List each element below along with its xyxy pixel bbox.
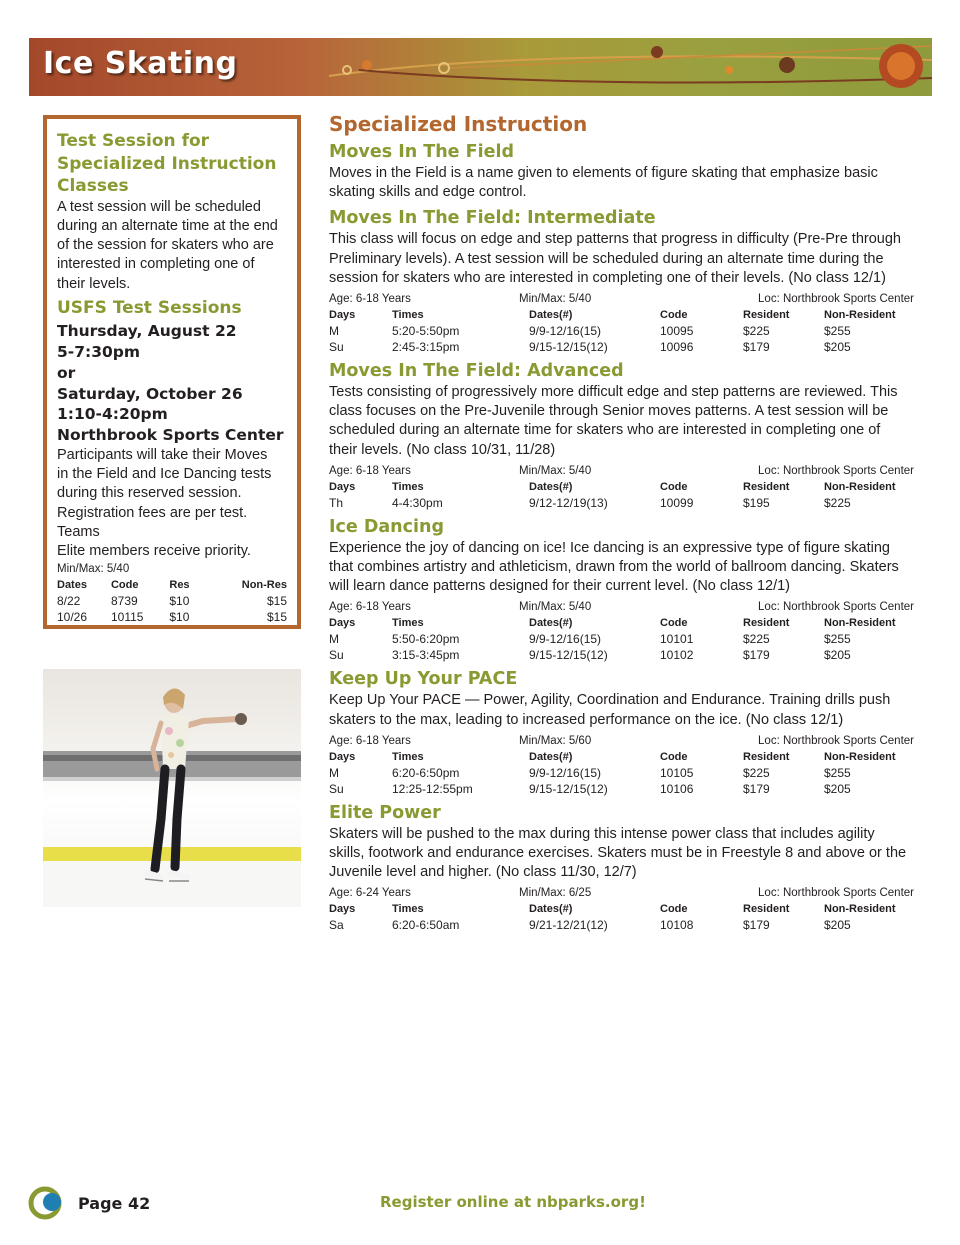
table-header-row	[329, 479, 914, 495]
col-times: Times	[392, 903, 424, 916]
desc-line: Experience the joy of dancing on ice! Ice dancing is an expressive type of figure skating	[329, 539, 890, 556]
col-days: Days	[329, 750, 356, 763]
age-range: Age: 6-18 Years	[329, 601, 411, 614]
age-range: Age: 6-18 Years	[329, 734, 411, 747]
cell-nonresident: $205	[824, 781, 851, 796]
cell-dates: 9/9-12/16(15)	[529, 324, 602, 339]
desc-line: their levels. (No class 10/31, 11/28)	[329, 441, 556, 458]
test-fee-table	[57, 577, 287, 625]
col-nonres: Non-Res	[241, 579, 287, 592]
col-code: Code	[660, 617, 688, 630]
table-row	[329, 765, 914, 781]
class-ice-dancing	[329, 515, 914, 664]
test-session-sidebar	[43, 115, 301, 629]
col-code: Code	[660, 903, 688, 916]
class-title: Moves In The Field: Advanced	[329, 361, 624, 382]
cell-time: 12:25-12:55pm	[392, 781, 473, 796]
cell-dates: 9/15-12/15(12)	[529, 781, 608, 796]
col-dates: Dates(#)	[529, 750, 573, 763]
sidebar-heading-line: Test Session for	[57, 131, 210, 151]
cell-time: 4-4:30pm	[392, 495, 443, 510]
cell-dates: 9/12-12/19(13)	[529, 495, 608, 510]
class-description	[329, 691, 914, 729]
location: Loc: Northbrook Sports Center	[758, 887, 914, 900]
location: Loc: Northbrook Sports Center	[758, 601, 914, 614]
usfs-heading: USFS Test Sessions	[57, 297, 242, 318]
min-max: Min/Max: 6/25	[519, 887, 592, 900]
table-row	[329, 323, 914, 339]
cell-code: 10108	[660, 918, 694, 933]
sidebar-text-line: Registration fees are per test. Teams	[57, 504, 248, 540]
cell-dates: 9/9-12/16(15)	[529, 765, 602, 780]
sidebar-text-line: in the Field and Ice Dancing tests	[57, 466, 272, 482]
park-district-logo-icon	[28, 1186, 68, 1220]
cell-nonres: $15	[266, 594, 287, 609]
cell-code: 8739	[110, 594, 138, 609]
cell-resident: $225	[743, 632, 770, 647]
skater-illustration	[43, 669, 301, 907]
cell-date: 10/26	[57, 610, 88, 625]
col-res: Res	[169, 579, 190, 592]
location: Loc: Northbrook Sports Center	[758, 734, 914, 747]
table-row	[329, 631, 914, 647]
sidebar-text-line: of the session for skaters who are	[57, 237, 274, 254]
min-max: Min/Max: 5/40	[519, 293, 592, 306]
col-nonresident: Non-Resident	[824, 309, 896, 322]
class-description	[329, 230, 914, 288]
table-header-row	[329, 307, 914, 323]
sidebar-text-line: their levels.	[57, 275, 131, 292]
cell-nonresident: $255	[824, 632, 851, 647]
col-nonresident: Non-Resident	[824, 480, 896, 493]
sidebar-details	[57, 446, 287, 562]
desc-line: skating skills and edge control.	[329, 184, 527, 201]
cell-code: 10096	[660, 340, 694, 355]
col-dates: Dates(#)	[529, 480, 573, 493]
col-code: Code	[660, 480, 688, 493]
cell-code: 10095	[660, 324, 694, 339]
age-range: Age: 6-18 Years	[329, 464, 411, 477]
class-description	[329, 825, 914, 883]
location: Loc: Northbrook Sports Center	[758, 464, 914, 477]
age-range: Age: 6-24 Years	[329, 887, 411, 900]
col-dates: Dates(#)	[529, 617, 573, 630]
col-nonresident: Non-Resident	[824, 750, 896, 763]
table-row	[329, 339, 914, 355]
class-title: Keep Up Your PACE	[329, 669, 518, 690]
cell-dates: 9/21-12/21(12)	[529, 918, 608, 933]
col-code: Code	[110, 579, 139, 592]
class-title: Moves In The Field	[329, 142, 514, 162]
cell-day: M	[329, 765, 339, 780]
desc-line: that combines artistry and athleticism, drawn from the world of ballroom dancing. Skaters	[329, 559, 899, 576]
class-meta	[329, 291, 914, 307]
section-banner	[29, 38, 932, 96]
desc-line: Tests consisting of progressively more difficult edge and step patterns are reviewed. This	[329, 384, 898, 401]
table-header-row	[57, 577, 287, 593]
class-meta	[329, 733, 914, 749]
session-time-2: 1:10-4:20pm	[57, 405, 168, 424]
cell-resident: $225	[743, 324, 770, 339]
page-number	[28, 1186, 150, 1220]
desc-line: class focuses on the Pre-Juvenile through Senior moves patterns. A test session will be	[329, 403, 889, 420]
table-row	[329, 495, 914, 511]
desc-line: Preliminary levels). A test session will be scheduled during an alternate time during the	[329, 250, 884, 267]
sidebar-intro	[57, 198, 287, 294]
min-max: Min/Max: 5/60	[519, 734, 592, 747]
class-meta	[329, 463, 914, 479]
desc-line: session for skaters who are interested in completing one of their levels. (No class 12/1)	[329, 269, 886, 286]
cell-time: 5:50-6:20pm	[392, 632, 460, 647]
col-times: Times	[392, 750, 424, 763]
sidebar-text-line: Elite members receive priority.	[57, 543, 251, 560]
age-range: Age: 6-18 Years	[329, 293, 411, 306]
table-row	[329, 647, 914, 663]
class-description	[329, 539, 914, 597]
session-date-1: Thursday, August 22	[57, 322, 237, 341]
col-dates: Dates(#)	[529, 903, 573, 916]
col-days: Days	[329, 480, 356, 493]
cell-code: 10106	[660, 781, 694, 796]
schedule-table	[329, 749, 914, 797]
schedule-table	[329, 307, 914, 355]
cell-nonres: $15	[266, 610, 287, 625]
cell-code: 10101	[660, 632, 694, 647]
cell-time: 2:45-3:15pm	[392, 340, 460, 355]
location: Loc: Northbrook Sports Center	[758, 293, 914, 306]
min-max: Min/Max: 5/40	[519, 601, 592, 614]
cell-code: 10102	[660, 648, 694, 663]
cell-dates: 9/9-12/16(15)	[529, 632, 602, 647]
class-mitf-advanced	[329, 359, 914, 511]
table-row	[329, 781, 914, 797]
cell-res: $10	[169, 610, 190, 625]
cell-resident: $225	[743, 765, 770, 780]
desc-line: Skaters will be pushed to the max during this intense power class that includes agility	[329, 825, 875, 842]
cell-dates: 9/15-12/15(12)	[529, 340, 608, 355]
cell-dates: 9/15-12/15(12)	[529, 648, 608, 663]
cell-resident: $195	[743, 495, 770, 510]
table-header-row	[329, 615, 914, 631]
cell-day: Su	[329, 648, 344, 663]
cell-nonresident: $255	[824, 765, 851, 780]
col-days: Days	[329, 309, 356, 322]
col-times: Times	[392, 309, 424, 322]
cell-resident: $179	[743, 648, 770, 663]
skater-photo	[43, 669, 301, 907]
desc-line: skills, footwork and endurance exercises. Skaters must be in Freestyle 8 and above or the	[329, 845, 907, 862]
schedule-table	[329, 901, 914, 933]
col-code: Code	[660, 750, 688, 763]
desc-line: scheduled during an alternate time for skaters who are interested in completing one of	[329, 422, 881, 439]
cell-nonresident: $205	[824, 340, 851, 355]
cell-resident: $179	[743, 918, 770, 933]
class-title: Moves In The Field: Intermediate	[329, 208, 656, 229]
col-days: Days	[329, 903, 356, 916]
col-resident: Resident	[743, 903, 790, 916]
cell-code: 10115	[110, 610, 144, 625]
cell-time: 3:15-3:45pm	[392, 648, 460, 663]
class-description	[329, 164, 914, 202]
cell-resident: $179	[743, 781, 770, 796]
banner-title: Ice Skating	[43, 46, 238, 81]
col-times: Times	[392, 480, 424, 493]
col-nonresident: Non-Resident	[824, 617, 896, 630]
cell-nonresident: $205	[824, 648, 851, 663]
session-date-2: Saturday, October 26	[57, 384, 243, 403]
session-location: Northbrook Sports Center	[57, 426, 284, 444]
class-keep-up-your-pace	[329, 667, 914, 796]
cell-resident: $179	[743, 340, 770, 355]
session-or: or	[57, 363, 76, 382]
class-moves-in-the-field	[329, 140, 914, 202]
section-title: Specialized Instruction	[329, 112, 588, 136]
cell-date: 8/22	[57, 594, 81, 609]
cell-day: Su	[329, 340, 344, 355]
col-nonresident: Non-Resident	[824, 903, 896, 916]
col-dates: Dates(#)	[529, 309, 573, 322]
cell-time: 5:20-5:50pm	[392, 324, 460, 339]
sidebar-text-line: during an alternate time at the end	[57, 217, 278, 234]
cell-day: M	[329, 632, 339, 647]
class-meta	[329, 599, 914, 615]
class-title: Ice Dancing	[329, 516, 444, 537]
desc-line: skaters to the max, leading to increased performance on the ice. (No class 12/1)	[329, 711, 844, 728]
col-times: Times	[392, 617, 424, 630]
cell-code: 10105	[660, 765, 694, 780]
col-days: Days	[329, 617, 356, 630]
min-max: Min/Max: 5/40	[519, 464, 592, 477]
page-label: Page 42	[78, 1193, 151, 1213]
sidebar-text-line: interested in completing one of	[57, 256, 255, 273]
table-header-row	[329, 901, 914, 917]
table-header-row	[329, 749, 914, 765]
col-dates: Dates	[57, 579, 87, 592]
sidebar-heading-line: Specialized Instruction	[57, 153, 277, 174]
sidebar-text-line: A test session will be scheduled	[57, 198, 261, 215]
col-resident: Resident	[743, 309, 790, 322]
col-resident: Resident	[743, 617, 790, 630]
cell-day: Sa	[329, 918, 344, 933]
col-code: Code	[660, 309, 688, 322]
cell-day: M	[329, 324, 339, 339]
cell-res: $10	[169, 594, 190, 609]
main-content	[329, 110, 914, 933]
schedule-table	[329, 615, 914, 663]
table-row	[57, 609, 287, 625]
sidebar-text-line: during this reserved session.	[57, 485, 242, 502]
desc-line: Moves in the Field is a name given to elements of figure skating that emphasize basic	[329, 165, 878, 181]
class-elite-power	[329, 801, 914, 934]
class-mitf-intermediate	[329, 206, 914, 355]
cell-time: 6:20-6:50pm	[392, 765, 460, 780]
col-resident: Resident	[743, 750, 790, 763]
cell-time: 6:20-6:50am	[392, 918, 460, 933]
sidebar-heading	[57, 130, 287, 198]
class-description	[329, 383, 914, 460]
desc-line: will learn dance patterns designed for their current level. (No class 12/1)	[329, 578, 791, 595]
cell-day: Su	[329, 781, 344, 796]
sidebar-minmax: Min/Max: 5/40	[57, 563, 130, 576]
table-row	[329, 917, 914, 933]
sidebar-text-line: Participants will take their Moves	[57, 446, 268, 463]
table-row	[57, 593, 287, 609]
cell-nonresident: $225	[824, 495, 851, 510]
cell-nonresident: $255	[824, 324, 851, 339]
col-resident: Resident	[743, 480, 790, 493]
sidebar-heading-line: Classes	[57, 176, 129, 196]
session-time-1: 5-7:30pm	[57, 343, 141, 362]
register-link[interactable]: Register online at nbparks.org!	[380, 1193, 646, 1211]
class-meta	[329, 885, 914, 901]
cell-day: Th	[329, 495, 344, 510]
desc-line: Juvenile level and higher. (No class 11/30, 12/7)	[329, 864, 637, 881]
cell-nonresident: $205	[824, 918, 851, 933]
desc-line: Keep Up Your PACE — Power, Agility, Coordination and Endurance. Training drills push	[329, 692, 891, 709]
cell-code: 10099	[660, 495, 694, 510]
desc-line: This class will focus on edge and step patterns that progress in difficulty (Pre-Pre through	[329, 231, 901, 248]
schedule-table	[329, 479, 914, 511]
class-title: Elite Power	[329, 802, 441, 823]
